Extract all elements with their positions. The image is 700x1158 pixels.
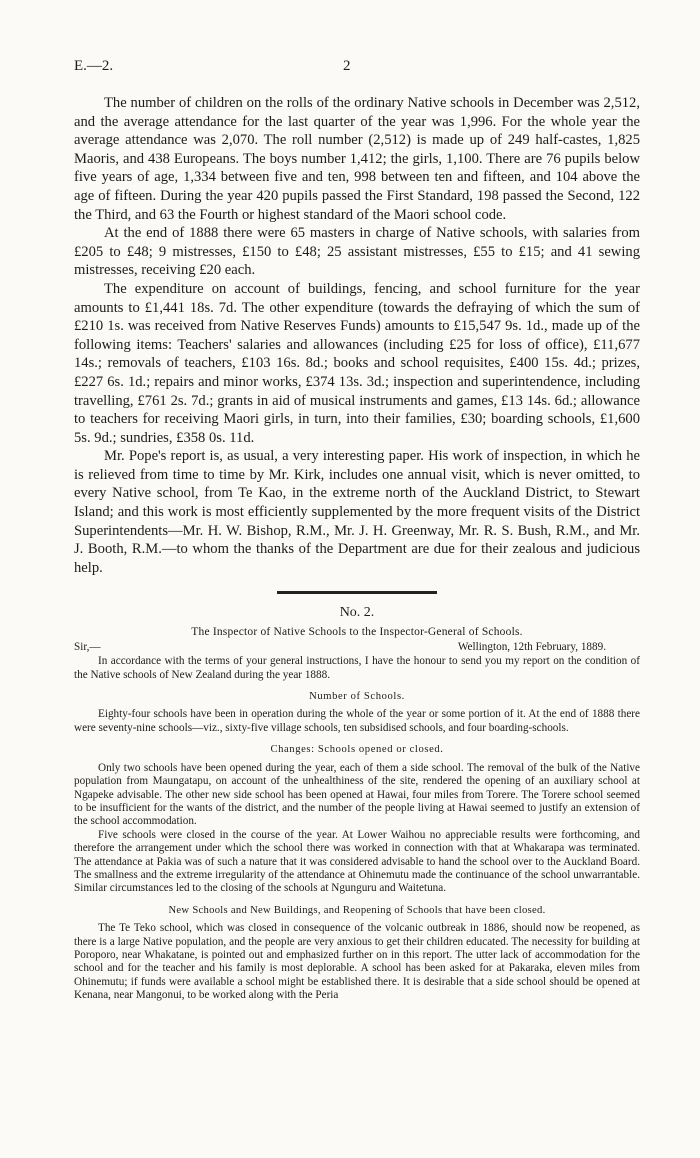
- page-number: 2: [343, 58, 351, 74]
- report-number: No. 2.: [339, 605, 375, 621]
- heading-changes: Changes: Schools opened or closed.: [270, 744, 444, 756]
- section-divider: [277, 591, 437, 594]
- paragraph-staff-salaries: At the end of 1888 there were 65 masters in charge of Native schools, with salaries from £205 to £48; 9 mistresses, £150 to £48; 25 assistant mistresses, £55 to £15; and 41 sewing mistresses, receiving £20 each.: [74, 225, 640, 279]
- paragraph-inspection: Mr. Pope's report is, as usual, a very interesting paper. His work of inspection, in which he is relieved from time to time by Mr. Kirk, includes one annual visit, which is never omitted, to every Native school, from Te Kao, in the extreme north of the Auckland District, to Stewart Island; and this work is most efficiently supplemented by the more frequent visits of the District Superintendents—Mr. H. W. Bishop, R.M., Mr. J. H. Greenway, Mr. R. S. Bush, R.M., and Mr. J. Booth, R.M.—to whom the thanks of the Department are due for their zealous and judicious help.: [74, 448, 640, 576]
- report-intro: In accordance with the terms of your general instructions, I have the honour to send you my report on the condition of the Native schools of New Zealand during the year 1888.: [74, 655, 640, 681]
- report-title: The Inspector of Native Schools to the Inspector-General of Schools.: [191, 625, 523, 638]
- salutation-line: [74, 641, 640, 655]
- paragraph-schools-closed: Five schools were closed in the course of the year. At Lower Waihou no appreciable results were forthcoming, and therefore the arrangement under which the school there was worked in connection with that at Whakarapa was terminated. The attendance at Pakia was of such a nature that it was considered advisable to hand the school over to the Auckland Board. The smallness and the extreme irregularity of the attendance at Ohinemutu made the continuance of the school unwarrantable. Similar circumstances led to the closing of the schools at Ngunguru and Waitetuna.: [74, 828, 640, 895]
- paragraph-number-of-schools: Eighty-four schools have been in operation during the whole of the year or some portion of it. At the end of 1888 there were seventy-nine schools—viz., sixty-five village schools, ten subsidised schools, and four boarding-schools.: [74, 708, 640, 734]
- paragraph-new-schools: The Te Teko school, which was closed in consequence of the volcanic outbreak in 1886, should now be reopened, as there is a large Native population, and the people are very anxious to get their children educated. The necessity for building at Poroporo, near Whakatane, is pointed out and emphasized further on in this report. The utter lack of accommodation for the school and for the teacher and his family is most deplorable. A school has been asked for at Pakaraka, eleven miles from Ohinemutu; if funds were available a school might be established there. It is desirable that a side school should be opened at Kenana, near Mangonui, to be worked along with the Peria: [74, 922, 640, 1002]
- heading-number-of-schools: Number of Schools.: [309, 691, 405, 703]
- salutation: Sir,—: [74, 641, 101, 654]
- paragraph-expenditure: The expenditure on account of buildings, fencing, and school furniture for the year amounts to £1,441 18s. 7d. The other expenditure (towards the defraying of which the sum of £210 1s. was received from Native Reserves Funds) amounts to £15,547 9s. 1d., made up of the following items: Teachers' salaries and allowances (including £25 for loss of office), £11,677 14s.; removals of teachers, £103 16s. 8d.; books and school requisites, £400 15s. 4d.; prizes, £227 6s. 1d.; repairs and minor works, £374 13s. 3d.; inspection and superintendence, including travelling, £761 2s. 7d.; grants in aid of musical instruments and games, £13 14s. 6d.; allowance to teachers for receiving Maori girls, in turn, into their families, £30; boarding schools, £1,600 5s. 9d.; sundries, £358 0s. 11d.: [74, 280, 640, 446]
- paragraph-roll-numbers: The number of children on the rolls of the ordinary Native schools in December was 2,512, and the average attendance for the last quarter of the year was 1,996. For the whole year the average attendance was 2,070. The roll number (2,512) is made up of 249 half-castes, 1,825 Maoris, and 438 Europeans. The boys number 1,412; the girls, 1,100. There are 76 pupils below five years of age, 1,334 between five and ten, 998 between ten and fifteen, and 104 above the age of fifteen. During the year 420 pupils passed the First Standard, 198 passed the Second, 122 the Third, and 63 the Fourth or highest standard of the Maori school code.: [74, 95, 640, 223]
- heading-new-schools: New Schools and New Buildings, and Reopening of Schools that have been closed.: [168, 904, 546, 916]
- page-header: [74, 58, 640, 80]
- report-no-2: [74, 606, 640, 1002]
- paragraph-schools-opened: Only two schools have been opened during the year, each of them a side school. The removal of the bulk of the Native population from Maungatapu, on account of the unhealthiness of the site, rendered the opening of an auxiliary school at Ngapeke advisable. The other new side school has been opened at Hawai, four miles from Torere. The Torere school seemed to be insufficient for the wants of the district, and the number of the people living at Hawai seemed to justify an extension of the school accommodation.: [74, 761, 640, 828]
- summary-section: [74, 94, 640, 577]
- dateline: Wellington, 12th February, 1889.: [457, 641, 606, 654]
- document-reference: E.—2.: [74, 58, 114, 74]
